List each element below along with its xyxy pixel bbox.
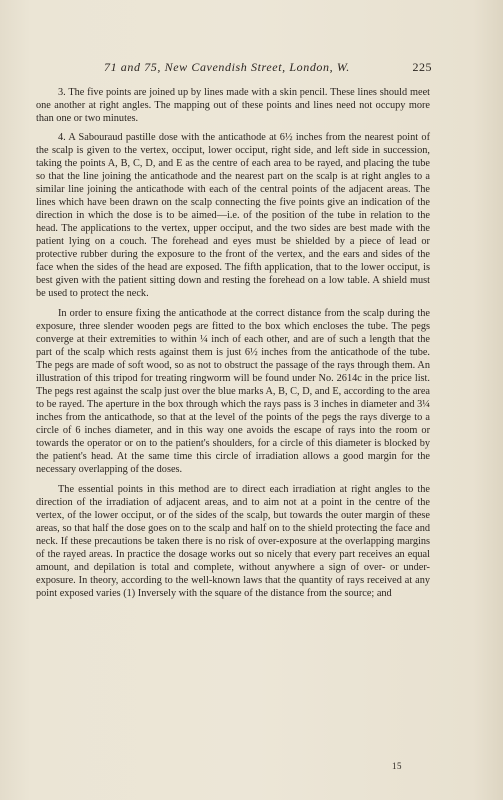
body-text xyxy=(36,87,430,608)
paragraph-essential-points: The essential points in this method are to direct each irradiation at right angles to the direction of the irradiation of adjacent areas, and to aim not at a point in the centre of the vertex, of the lower occiput, or of the sides of the scalp, but towards the outer margin of these areas, so that half the dose goes on to the scalp and half on to the shield protecting the face and neck. If these precautions be taken there is no risk of over-exposure at the overlapping margins of the rayed areas. In practice the dosage works out so nicely that every part receives an equal amount, and depilation is total and complete, without anywhere a sign of over- or under-exposure. In theory, according to the well-known laws that the quantity of rays received at any point exposed varies (1) Inversely with the square of the distance from the source; and xyxy=(36,484,430,599)
paragraph-step-3: 3. The five points are joined up by lines made with a skin pencil. These lines should meet one another at right angles. The mapping out of these points and lines need not occupy more than one or two minutes. xyxy=(36,87,430,124)
paragraph-pegs: In order to ensure fixing the anticathode at the correct distance from the scalp during the exposure, three slender wooden pegs are fitted to the box which encloses the tube. The pegs converge at their extremities to within ¼ inch of each other, and are of such a length that the part of the scalp which rests against them is just 6½ inches from the anticathode of the tube. The pegs are made of soft wood, so as not to obstruct the passage of the rays through them. An illustration of this tripod for treating ringworm will be found under No. 2614c in the price list. The pegs rest against the scalp just over the blue marks A, B, C, D, and E, according to the area to be rayed. The aperture in the box through which the rays pass is 3 inches in diameter and 3¼ inches from the anticathode, so that at the level of the points of the pegs the rays diverge to a circle of 6 inches diameter, and in this way one avoids the escape of rays into the room or towards the operator or on to the patient's shoulders, for a circle of this diameter is blocked by the patient's head. At the same time this circle of irradiation allows a good margin for the necessary overlapping of the doses. xyxy=(36,308,430,475)
running-title: 71 and 75, New Cavendish Street, London, W. xyxy=(104,60,350,74)
paragraph-step-4: 4. A Sabouraud pastille dose with the anticathode at 6½ inches from the nearest point of the scalp is given to the vertex, occiput, lower occiput, right side, and left side in succession, taking the points A, B, C, D, and E as the centre of each area to be rayed, and placing the tube so that the line joining the anticathode and the nearest part on the scalp is at right angles to a similar line joining the anticathode with each of the central points of the adjacent areas. The lines which have been drawn on the scalp connecting the five points give an indication of the direction in which the dose is to be aimed—i.e. of the position of the tube in relation to the head. The applications to the vertex, upper occiput, and the two sides are best made with the patient lying on a couch. The forehead and eyes must be shielded by a piece of lead or protective rubber during the exposure to the front of the vertex, and the ears and sides of the face when the sides of the head are exposed. The fifth application, that to the lower occiput, is best given with the patient sitting down and resting the forehead on a low table. A shield must be used to protect the neck. xyxy=(36,132,430,299)
running-header xyxy=(36,60,430,78)
signature-mark: 15 xyxy=(392,761,402,771)
page-number: 225 xyxy=(412,60,432,74)
